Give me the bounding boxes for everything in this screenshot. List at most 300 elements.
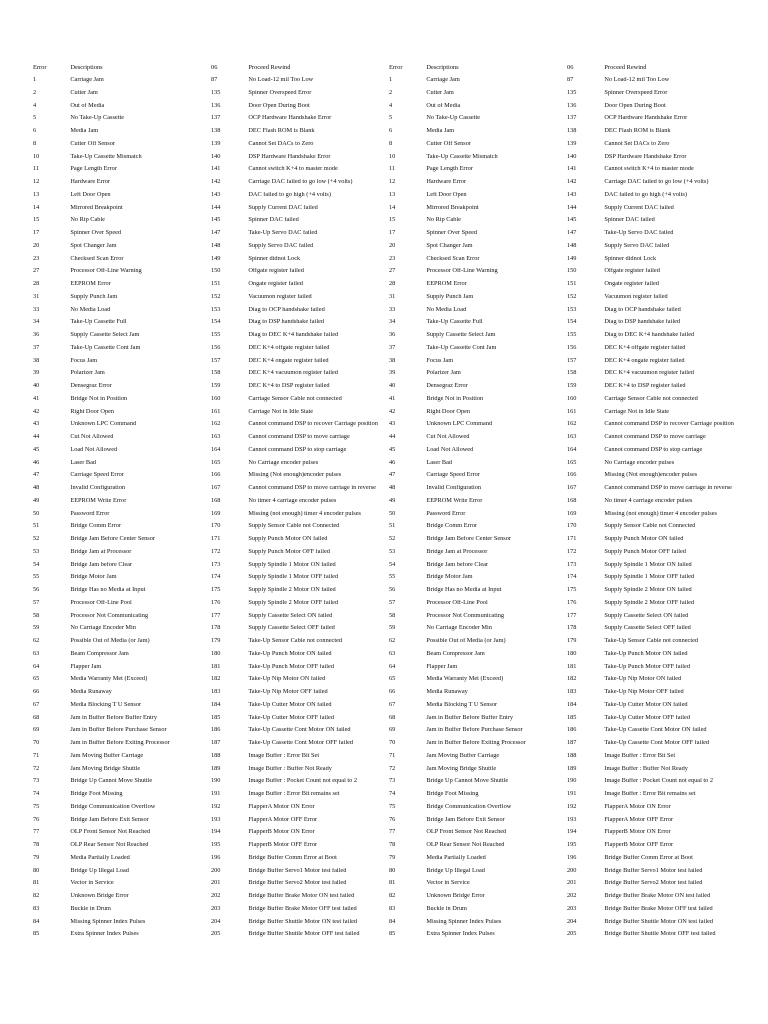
error-row (389, 571, 559, 584)
error-code: 147 (567, 230, 577, 237)
error-description: Jam in Buffer Before Buffer Entry (70, 714, 158, 721)
error-row (567, 125, 745, 138)
error-description: Image Buffer : Pocket Count not equal to 2 (248, 778, 358, 785)
error-code: 166 (567, 472, 577, 479)
error-code: 168 (567, 497, 577, 504)
error-description: Bridge Communication Overflow (70, 803, 156, 810)
error-row (33, 533, 203, 546)
error-row (567, 138, 745, 151)
error-description: Bridge Buffer Brake Motor ON test failed (248, 893, 355, 900)
error-description: Cutter Off Sensor (426, 140, 471, 147)
error-code: 135 (567, 89, 577, 96)
error-row (567, 355, 745, 368)
error-description: DAC failed to go high (+4 volts) (248, 191, 331, 198)
error-code: 191 (567, 791, 577, 798)
error-row (211, 316, 389, 329)
error-code: 28 (389, 281, 396, 288)
error-description: Bridge Foot Missing (70, 791, 123, 798)
error-row (389, 189, 559, 202)
error-code: 194 (567, 829, 577, 836)
error-code: 42 (389, 408, 396, 415)
error-description: Bridge Comm Error (70, 523, 122, 530)
error-row (211, 151, 389, 164)
error-row (567, 227, 745, 240)
error-row (389, 814, 559, 827)
error-row (389, 418, 559, 431)
error-row (33, 724, 203, 737)
error-description: No Rip Cable (426, 217, 461, 224)
error-code: 8 (389, 140, 393, 147)
error-description: Image Buffer : Buffer Not Ready (248, 765, 332, 772)
error-description: Unknown Bridge Error (426, 893, 485, 900)
error-description: Media Partially Loaded (426, 854, 486, 861)
error-row (567, 661, 745, 674)
error-code: 73 (389, 778, 396, 785)
error-description: Possible Out of Media (or Jam) (426, 638, 506, 645)
error-description: Processor Off-Line Warning (426, 268, 498, 275)
error-code: 149 (567, 255, 577, 262)
error-description: Take-Up Cutter Motor ON failed (604, 701, 688, 708)
error-description: Bridge Motor Jam (426, 574, 473, 581)
error-description: Carriage Jam (70, 77, 104, 84)
error-description: Supply Cassette Select Jam (426, 332, 496, 339)
error-code: 15 (33, 217, 40, 224)
error-description: Take-Up Cassette Full (70, 319, 127, 326)
error-code: 6 (389, 128, 393, 135)
error-code: 52 (389, 536, 396, 543)
error-code: 142 (567, 179, 577, 186)
error-code: 159 (567, 383, 577, 390)
error-description: DEC K+4 ongate register failed (604, 357, 685, 364)
error-code: 1 (33, 77, 37, 84)
error-code: 156 (567, 344, 577, 351)
error-description: No Take-Up Cassette (70, 115, 124, 122)
error-description: Bridge Communication Overflow (426, 803, 512, 810)
error-code: 190 (567, 778, 577, 785)
error-row (33, 495, 203, 508)
error-row (389, 342, 559, 355)
error-row (389, 610, 559, 623)
error-code: 44 (389, 434, 396, 441)
error-code: 200 (567, 867, 577, 874)
error-description: DEC K+4 vacuumon register failed (248, 370, 338, 377)
error-description: OCP Hardware Handshake Error (248, 115, 332, 122)
error-code: 34 (389, 319, 396, 326)
error-code: 140 (211, 153, 221, 160)
error-code: 203 (211, 905, 221, 912)
error-row (211, 355, 389, 368)
error-code: 20 (389, 242, 396, 249)
error-description: Polarizer Jam (426, 370, 461, 377)
error-row (33, 138, 203, 151)
error-row (567, 100, 745, 113)
error-description: Bridge Jam Before Center Sensor (70, 536, 155, 543)
error-row (211, 304, 389, 317)
error-code: 4 (389, 102, 393, 109)
error-code: 27 (33, 268, 40, 275)
error-description: Take-Up Cassette Cont Motor OFF failed (248, 740, 354, 747)
error-row (211, 903, 389, 916)
error-code: 136 (211, 102, 221, 109)
error-description: Carriage Speed Error (426, 472, 480, 479)
error-description: Take-Up Cassette Full (426, 319, 483, 326)
error-description: Supply Servo DAC failed (604, 242, 670, 249)
error-description: Buckle in Drum (426, 905, 467, 912)
error-code: 78 (389, 842, 396, 849)
error-description: Spinner Overspeed Error (604, 89, 668, 96)
error-row (389, 661, 559, 674)
error-description: Laser Bad (426, 459, 453, 466)
error-row (33, 151, 203, 164)
error-description: Supply Punch Jam (426, 293, 474, 300)
error-row (389, 775, 559, 788)
error-row (33, 214, 203, 227)
error-code: 51 (389, 523, 396, 530)
error-description: Spot Changer Jam (426, 242, 473, 249)
error-code: 202 (567, 893, 577, 900)
error-row (389, 214, 559, 227)
error-description: Bridge Buffer Comm Error at Boot (604, 854, 693, 861)
error-code: 74 (33, 791, 40, 798)
error-row (33, 737, 203, 750)
error-description: Missing (not enough) timer 4 encoder pulses (248, 510, 361, 517)
error-description: Cannot command DSP to move carriage (604, 434, 706, 441)
error-row (33, 240, 203, 253)
error-row (211, 916, 389, 929)
error-code: 173 (567, 561, 577, 568)
error-description: Take-Up Cassette Cont Motor ON failed (248, 727, 351, 734)
error-description: EEPROM Error (426, 281, 467, 288)
error-code: 169 (567, 510, 577, 517)
error-row (389, 916, 559, 929)
error-row (211, 406, 389, 419)
error-row (389, 865, 559, 878)
header-code: Error (389, 64, 403, 71)
error-row (33, 788, 203, 801)
error-code: 142 (211, 179, 221, 186)
error-code: 45 (33, 446, 40, 453)
error-code: 179 (567, 638, 577, 645)
error-code: 155 (567, 332, 577, 339)
error-row (211, 814, 389, 827)
error-description: Cannot switch K+4 to master mode (604, 166, 694, 173)
error-column-4 (567, 61, 745, 941)
error-description: Diag to DEC K+4 handshake failed (248, 332, 339, 339)
error-row (211, 584, 389, 597)
error-description: Supply Spindle 2 Motor OFF failed (604, 599, 695, 606)
error-row (211, 622, 389, 635)
error-row (389, 112, 559, 125)
error-row (211, 418, 389, 431)
error-row (567, 571, 745, 584)
error-code: 204 (211, 918, 221, 925)
error-row (33, 712, 203, 725)
error-description: Take-Up Sensor Cable not connected (604, 638, 699, 645)
error-code: 57 (33, 599, 40, 606)
error-code: 203 (567, 905, 577, 912)
error-row (567, 431, 745, 444)
error-row (389, 444, 559, 457)
error-row (567, 533, 745, 546)
error-row (389, 584, 559, 597)
error-description: Bridge Buffer Servo2 Motor test failed (248, 880, 347, 887)
error-code: 55 (389, 574, 396, 581)
error-description: Possible Out of Media (or Jam) (70, 638, 150, 645)
error-code: 1 (389, 77, 393, 84)
error-description: Supply Spindle 2 Motor OFF failed (248, 599, 339, 606)
error-code: 48 (389, 485, 396, 492)
error-row (567, 508, 745, 521)
error-description: Take-Up Nip Motor ON failed (604, 676, 682, 683)
error-description: Densegraz Error (70, 383, 112, 390)
error-code: 152 (567, 293, 577, 300)
error-code: 39 (33, 370, 40, 377)
error-row (567, 788, 745, 801)
error-column-1 (33, 61, 203, 941)
error-description: Bridge Up Cannot Move Shuttle (70, 778, 153, 785)
error-row (389, 304, 559, 317)
error-row (389, 877, 559, 890)
error-row (567, 890, 745, 903)
error-row (389, 635, 559, 648)
error-row (389, 100, 559, 113)
error-description: Supply Spindle 2 Motor ON failed (248, 587, 336, 594)
error-code: 201 (567, 880, 577, 887)
error-description: No Load-12 mil Too Low (248, 77, 314, 84)
error-code: 171 (567, 536, 577, 543)
error-code: 57 (389, 599, 396, 606)
error-row (389, 138, 559, 151)
error-description: Diag to OCP handshake failed (604, 306, 681, 313)
error-description: Image Buffer : Error Bit Set (248, 752, 320, 759)
error-row (33, 444, 203, 457)
error-code: 178 (567, 625, 577, 632)
error-code: 82 (389, 893, 396, 900)
error-code: 172 (567, 548, 577, 555)
error-code: 193 (567, 816, 577, 823)
error-row (33, 546, 203, 559)
error-code: 27 (389, 268, 396, 275)
error-description: EEPROM Error (70, 281, 111, 288)
error-row (33, 877, 203, 890)
error-row (567, 418, 745, 431)
error-description: Bridge Motor Jam (70, 574, 117, 581)
error-row (211, 482, 389, 495)
error-description: Take-Up Nip Motor OFF failed (248, 689, 328, 696)
error-description: Supply Cassette Select OFF failed (604, 625, 691, 632)
error-description: Supply Punch Jam (70, 293, 118, 300)
error-row (33, 520, 203, 533)
error-code: 75 (33, 803, 40, 810)
error-description: Missing (Not enough)encoder pulses (604, 472, 698, 479)
error-description: Bridge Buffer Shuttle Motor ON test failed (248, 918, 358, 925)
error-code: 173 (211, 561, 221, 568)
error-description: Media Jam (70, 128, 99, 135)
error-code: 160 (567, 395, 577, 402)
header-code: Error (33, 64, 47, 71)
error-description: Bridge Jam Before Center Sensor (426, 536, 511, 543)
error-code: 170 (567, 523, 577, 530)
error-row (33, 916, 203, 929)
error-code: 167 (211, 485, 221, 492)
error-row (567, 584, 745, 597)
error-code: 43 (33, 421, 40, 428)
error-code: 189 (567, 765, 577, 772)
error-code: 53 (33, 548, 40, 555)
error-code: 87 (211, 77, 218, 84)
error-description: Media Warranty Met (Exceed) (426, 676, 504, 683)
error-row (567, 801, 745, 814)
error-row (211, 839, 389, 852)
error-code: 10 (33, 153, 40, 160)
error-code: 84 (33, 918, 40, 925)
error-code: 178 (211, 625, 221, 632)
error-description: Image Buffer : Pocket Count not equal to 2 (604, 778, 714, 785)
error-code: 80 (389, 867, 396, 874)
error-row (211, 278, 389, 291)
error-row (33, 355, 203, 368)
error-code: 176 (567, 599, 577, 606)
error-row (211, 801, 389, 814)
error-description: Spinner Over Speed (426, 230, 478, 237)
error-row (567, 406, 745, 419)
error-row (389, 87, 559, 100)
error-description: Image Buffer : Error Bit Set (604, 752, 676, 759)
error-code: 141 (567, 166, 577, 173)
error-code: 83 (389, 905, 396, 912)
error-row (567, 367, 745, 380)
error-description: No Media Load (426, 306, 467, 313)
error-code: 164 (211, 446, 221, 453)
error-description: DEC K+4 to DSP register failed (604, 383, 686, 390)
error-description: Missing (not enough) timer 4 encoder pulses (604, 510, 717, 517)
error-code: 69 (33, 727, 40, 734)
error-row (33, 775, 203, 788)
error-code: 162 (567, 421, 577, 428)
error-description: Carriage Not in Idle State (604, 408, 670, 415)
error-row (389, 699, 559, 712)
error-description: Cannot Set DACs to Zero (604, 140, 670, 147)
error-description: Spinner Overspeed Error (248, 89, 312, 96)
error-description: Take-Up Nip Motor OFF failed (604, 689, 684, 696)
error-row (211, 686, 389, 699)
error-row (211, 724, 389, 737)
error-row (567, 852, 745, 865)
error-row (567, 163, 745, 176)
error-code: 37 (389, 344, 396, 351)
error-description: Focus Jam (70, 357, 98, 364)
error-row (211, 138, 389, 151)
error-row (389, 265, 559, 278)
error-description: Supply Sensor Cable not Connected (604, 523, 696, 530)
error-description: No Carriage Encoder Min (426, 625, 492, 632)
error-description: Supply Punch Motor OFF failed (604, 548, 686, 555)
error-row (211, 469, 389, 482)
error-row (567, 316, 745, 329)
error-row (33, 686, 203, 699)
error-row (389, 316, 559, 329)
error-description: FlapperA Motor ON Error (604, 803, 671, 810)
error-description: Carriage DAC failed to go low (+4 volts) (248, 179, 353, 186)
error-description: Supply Spindle 1 Motor ON failed (248, 561, 336, 568)
error-code: 62 (389, 638, 396, 645)
error-code: 74 (389, 791, 396, 798)
error-code: 67 (33, 701, 40, 708)
error-row (211, 546, 389, 559)
error-row (211, 699, 389, 712)
error-row (567, 775, 745, 788)
error-description: Out of Media (426, 102, 461, 109)
error-code: 75 (389, 803, 396, 810)
error-row (33, 304, 203, 317)
error-code: 64 (389, 663, 396, 670)
error-code: 72 (33, 765, 40, 772)
error-description: Jam Moving Bridge Shuttle (70, 765, 141, 772)
error-description: Jam in Buffer Before Purchase Sensor (426, 727, 523, 734)
error-code: 72 (389, 765, 396, 772)
error-row (33, 661, 203, 674)
error-description: Cutter Jam (426, 89, 454, 96)
error-row (567, 724, 745, 737)
error-description: Take-Up Punch Motor ON failed (604, 650, 688, 657)
error-row (567, 253, 745, 266)
error-row (567, 495, 745, 508)
error-code: 49 (33, 497, 40, 504)
error-code: 168 (211, 497, 221, 504)
error-code: 87 (567, 77, 574, 84)
error-code: 5 (33, 115, 37, 122)
error-description: Spot Changer Jam (70, 242, 117, 249)
error-description: Processor Off-Line Pool (426, 599, 488, 606)
error-code: 186 (211, 727, 221, 734)
error-row (567, 74, 745, 87)
error-code: 141 (211, 166, 221, 173)
error-row (33, 291, 203, 304)
error-row (211, 826, 389, 839)
header-description: Proceed Rewind (248, 64, 291, 71)
error-row (389, 469, 559, 482)
error-row (567, 482, 745, 495)
error-description: DEC K+4 offgate register failed (604, 344, 686, 351)
error-description: Bridge Buffer Servo1 Motor test failed (248, 867, 347, 874)
error-row (211, 457, 389, 470)
error-code: 46 (389, 459, 396, 466)
error-code: 139 (211, 140, 221, 147)
error-row (33, 393, 203, 406)
error-code: 70 (33, 740, 40, 747)
error-code: 175 (567, 587, 577, 594)
error-row (389, 367, 559, 380)
error-row (389, 457, 559, 470)
error-description: Take-Up Cassette Cont Motor ON failed (604, 727, 707, 734)
error-row (211, 852, 389, 865)
error-description: Bridge Not in Position (426, 395, 484, 402)
error-code: 179 (211, 638, 221, 645)
error-description: Cannot command DSP to stop carriage (604, 446, 703, 453)
error-row (389, 826, 559, 839)
error-description: Carriage Speed Error (70, 472, 124, 479)
error-code: 44 (33, 434, 40, 441)
error-row (567, 877, 745, 890)
error-code: 177 (211, 612, 221, 619)
error-description: Supply Servo DAC failed (248, 242, 314, 249)
error-row (33, 227, 203, 240)
error-description: Vacuumon register failed (604, 293, 668, 300)
error-row (389, 546, 559, 559)
error-description: Take-Up Cutter Motor OFF failed (604, 714, 690, 721)
error-description: Left Door Open (426, 191, 467, 198)
error-description: OLP Rear Sensor Not Reached (426, 842, 505, 849)
